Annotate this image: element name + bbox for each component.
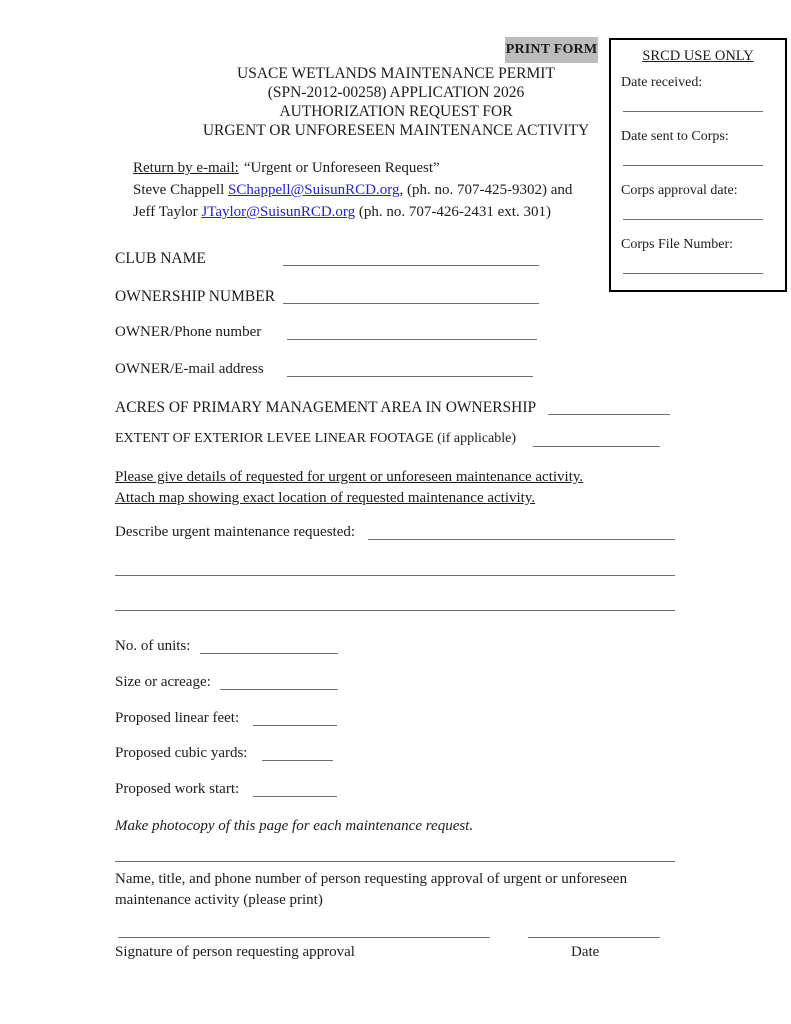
field-row-work-start xyxy=(115,781,239,801)
details-instruction-line1: Please give details of requested for urgent or unforeseen maintenance activity. xyxy=(115,469,584,485)
corps-approval-date-label: Corps approval date: xyxy=(621,183,738,198)
corps-file-number-input-line[interactable] xyxy=(623,273,763,274)
name-caption: Name, title, and phone number of person requesting approval of urgent or unforeseen maintenance activity (please print) xyxy=(115,871,628,908)
cubic-yards-input-line[interactable] xyxy=(262,745,333,761)
contact1-name: Steve Chappell xyxy=(133,182,228,198)
extent-input-line[interactable] xyxy=(533,431,660,447)
return-by-email-line xyxy=(133,157,572,179)
contact1-phone: , (ph. no. 707-425-9302) and xyxy=(399,182,573,198)
size-label: Size or acreage: xyxy=(115,674,211,690)
contact-line-steve xyxy=(133,179,572,201)
corps-approval-date-input-line[interactable] xyxy=(623,219,763,220)
print-form-button[interactable]: PRINT FORM xyxy=(505,37,598,63)
club-name-input-line[interactable] xyxy=(283,250,539,266)
work-start-label: Proposed work start: xyxy=(115,781,240,797)
title-line-4: URGENT OR UNFORESEEN MAINTENANCE ACTIVITY xyxy=(202,122,590,139)
date-sent-corps-label: Date sent to Corps: xyxy=(621,129,729,144)
cubic-yards-label: Proposed cubic yards: xyxy=(115,745,248,761)
field-row-extent xyxy=(115,431,516,451)
name-input-line[interactable] xyxy=(115,845,675,862)
ownership-number-label: OWNERSHIP NUMBER xyxy=(115,288,276,305)
title-line-3: AUTHORIZATION REQUEST FOR xyxy=(279,103,513,120)
field-row-cubic-yards xyxy=(115,745,247,765)
describe-input-line-1[interactable] xyxy=(368,524,675,540)
contact2-email-link[interactable]: JTaylor@SuisunRCD.org xyxy=(201,204,356,220)
email-subject-text: “Urgent or Unforeseen Request” xyxy=(243,160,440,176)
title-line-1: USACE WETLANDS MAINTENANCE PERMIT xyxy=(237,65,555,82)
contact2-name: Jeff Taylor xyxy=(133,204,202,220)
date-received-label: Date received: xyxy=(621,75,703,90)
contact1-email-link[interactable]: SChappell@SuisunRCD.org xyxy=(227,182,400,198)
field-row-club-name xyxy=(115,250,206,270)
owner-email-input-line[interactable] xyxy=(287,361,533,377)
describe-input-line-2[interactable] xyxy=(115,559,675,576)
size-input-line[interactable] xyxy=(220,674,338,690)
signature-caption: Signature of person requesting approval xyxy=(115,944,355,960)
field-row-describe xyxy=(115,524,355,544)
return-by-email-label: Return by e-mail: xyxy=(133,160,239,176)
date-caption: Date xyxy=(571,944,600,960)
ownership-number-input-line[interactable] xyxy=(283,288,539,304)
field-row-ownership-number xyxy=(115,288,275,308)
acres-label: ACRES OF PRIMARY MANAGEMENT AREA IN OWNERSHIP xyxy=(115,399,537,416)
linear-feet-input-line[interactable] xyxy=(253,710,337,726)
contact2-phone: (ph. no. 707-426-2431 ext. 301) xyxy=(355,204,551,220)
corps-file-number-label: Corps File Number: xyxy=(621,237,733,252)
title-line-2: (SPN-2012-00258) APPLICATION 2026 xyxy=(267,84,525,101)
owner-phone-input-line[interactable] xyxy=(287,324,537,340)
details-instruction-line2: Attach map showing exact location of requested maintenance activity. xyxy=(115,490,536,506)
units-label: No. of units: xyxy=(115,638,191,654)
linear-feet-label: Proposed linear feet: xyxy=(115,710,240,726)
describe-input-line-3[interactable] xyxy=(115,594,675,611)
describe-label: Describe urgent maintenance requested: xyxy=(115,524,356,540)
owner-phone-label: OWNER/Phone number xyxy=(115,324,262,340)
photocopy-note: Make photocopy of this page for each maintenance request. xyxy=(115,818,474,834)
signature-input-line[interactable] xyxy=(118,921,490,938)
field-row-acres xyxy=(115,399,536,419)
contact-line-jeff xyxy=(133,201,572,223)
units-input-line[interactable] xyxy=(200,638,338,654)
work-start-input-line[interactable] xyxy=(253,781,337,797)
date-input-line[interactable] xyxy=(528,921,660,938)
details-instructions xyxy=(115,467,583,509)
owner-email-label: OWNER/E-mail address xyxy=(115,361,264,377)
field-row-units xyxy=(115,638,190,658)
field-row-owner-phone xyxy=(115,324,261,344)
field-row-owner-email xyxy=(115,361,264,381)
field-row-size xyxy=(115,674,211,694)
acres-input-line[interactable] xyxy=(548,399,670,415)
club-name-label: CLUB NAME xyxy=(115,250,206,267)
contact-block xyxy=(133,157,572,223)
date-sent-corps-input-line[interactable] xyxy=(623,165,763,166)
field-row-linear-feet xyxy=(115,710,239,730)
extent-label: EXTENT OF EXTERIOR LEVEE LINEAR FOOTAGE (if applicable) xyxy=(115,431,517,446)
document-title xyxy=(98,64,694,140)
srcd-box-title: SRCD USE ONLY xyxy=(642,48,754,64)
